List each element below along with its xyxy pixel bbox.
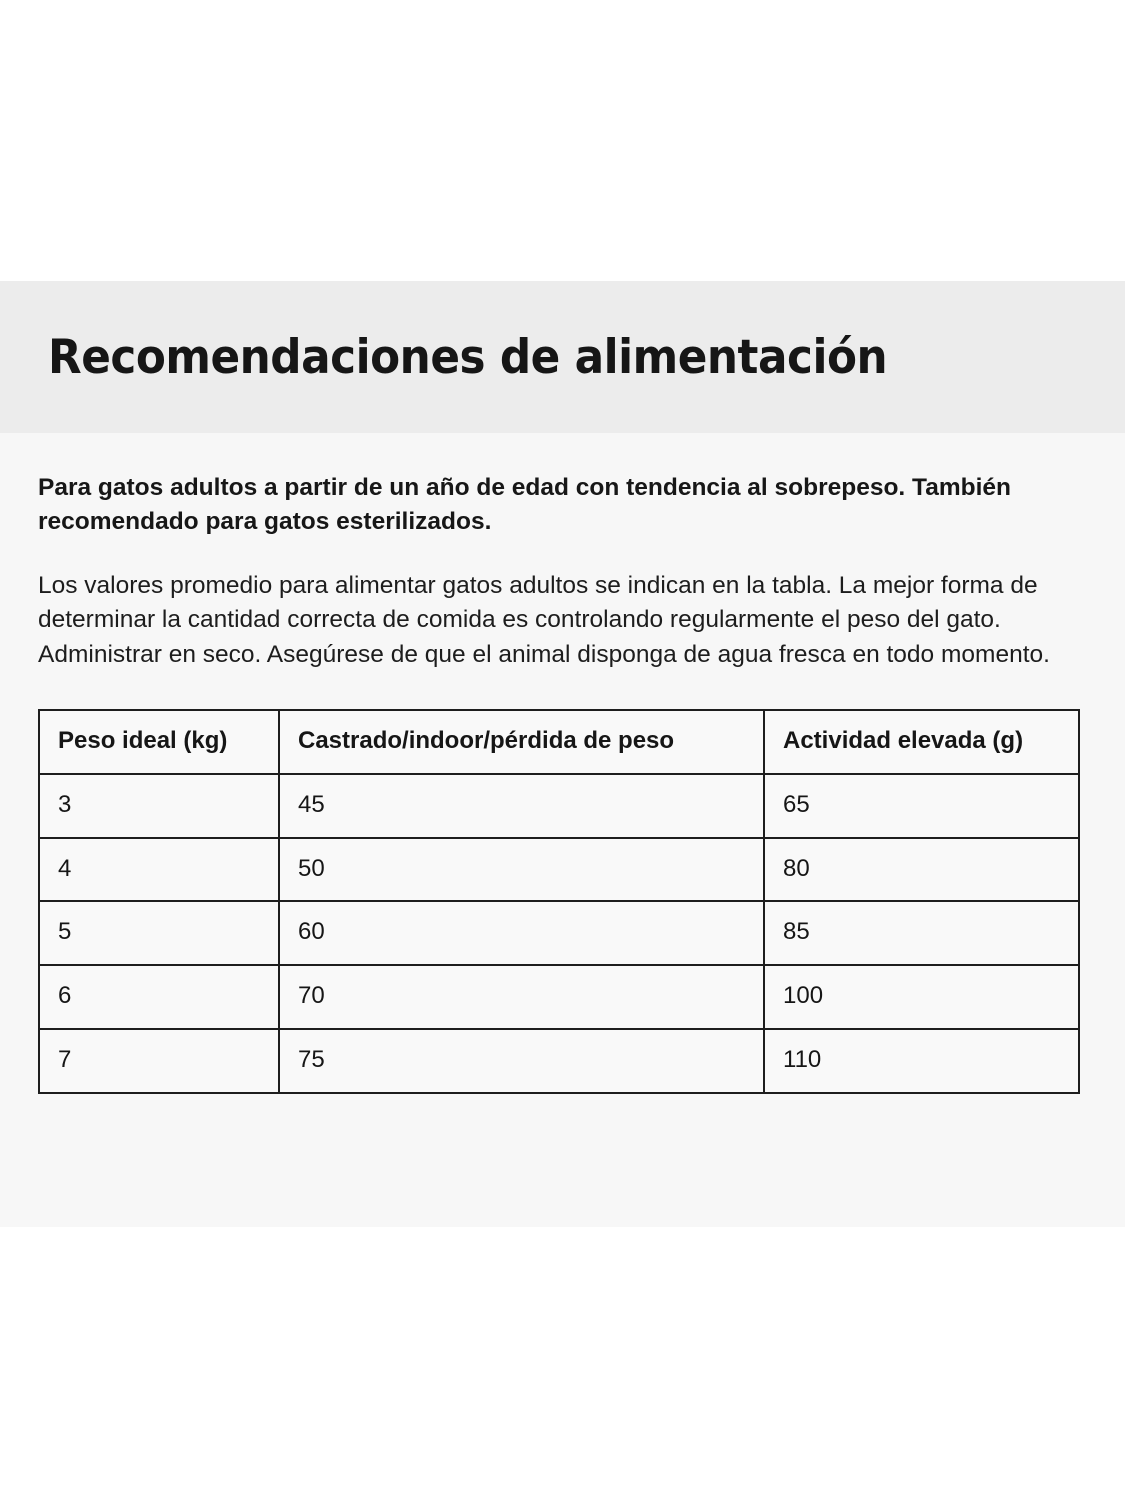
column-header-high-activity: Actividad elevada (g) [764,710,1079,774]
table-row [39,901,1079,965]
cell-neutered-amount: 75 [279,1029,764,1093]
cell-ideal-weight: 4 [39,838,279,902]
feeding-table-head [39,710,1079,774]
cell-ideal-weight: 6 [39,965,279,1029]
feeding-table [38,709,1080,1094]
cell-ideal-weight: 7 [39,1029,279,1093]
column-header-ideal-weight: Peso ideal (kg) [39,710,279,774]
cell-high-activity-amount: 110 [764,1029,1079,1093]
table-header-row [39,710,1079,774]
cell-ideal-weight: 3 [39,774,279,838]
feeding-recommendations-panel [0,281,1125,1227]
table-row [39,838,1079,902]
cell-neutered-amount: 50 [279,838,764,902]
table-row [39,1029,1079,1093]
cell-neutered-amount: 45 [279,774,764,838]
cell-high-activity-amount: 65 [764,774,1079,838]
cell-ideal-weight: 5 [39,901,279,965]
column-header-neutered-indoor-weightloss: Castrado/indoor/pérdida de peso [279,710,764,774]
intro-bold-paragraph: Para gatos adultos a partir de un año de edad con tendencia al sobrepeso. También recomendado para gatos esterilizados. [38,474,1011,535]
feeding-table-body [39,774,1079,1093]
cell-high-activity-amount: 85 [764,901,1079,965]
table-row [39,965,1079,1029]
cell-neutered-amount: 60 [279,901,764,965]
intro-body-paragraph: Los valores promedio para alimentar gatos adultos se indican en la tabla. La mejor forma de determinar la cantidad correcta de comida es controlando regularmente el peso del gato. Administrar en seco. Asegúrese de que el animal disponga de agua fresca en todo momento. [38,571,1050,669]
table-row [39,774,1079,838]
panel-content [38,471,1078,1094]
cell-high-activity-amount: 80 [764,838,1079,902]
cell-neutered-amount: 70 [279,965,764,1029]
panel-title-band [0,281,1125,433]
cell-high-activity-amount: 100 [764,965,1079,1029]
page-title: Recomendaciones de alimentación [48,329,888,385]
